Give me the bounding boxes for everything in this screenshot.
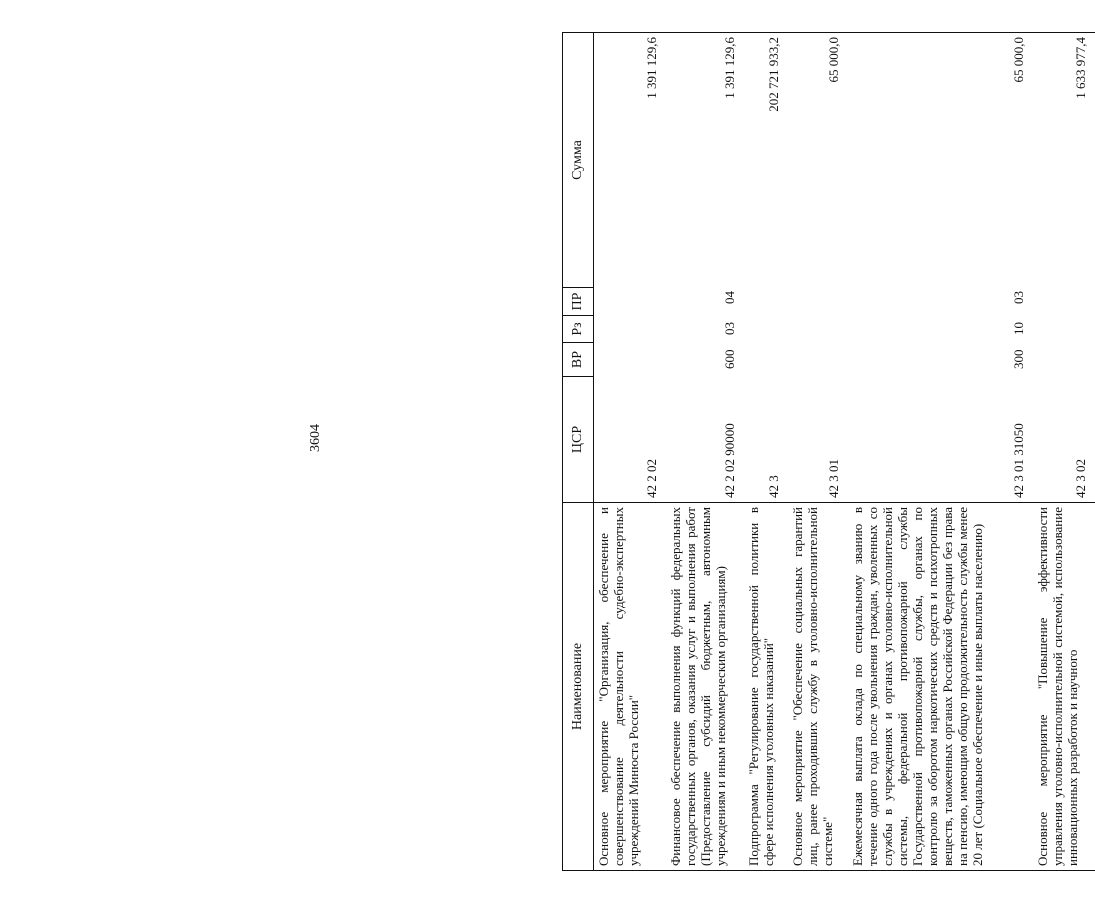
- row-csr: 42 2 02 90000: [722, 423, 737, 498]
- row-sum: 1 633 977,4: [1073, 37, 1088, 99]
- table-row: [594, 33, 667, 871]
- row-name: Финансовое обеспечение выполнения функций федеральных государственных органов, оказания услуг и выполнения работ (Предоставление субсидий бюджетным, автономным учреждениям и иным некоммерческим организациям): [668, 507, 728, 866]
- row-csr: 42 3 01 31050: [1011, 423, 1026, 498]
- row-name: Основное мероприятие "Повышение эффективности управления уголовно-исполнительной системой, использование инновационных разработок и научного: [1035, 507, 1080, 866]
- header-csr: ЦСР: [563, 377, 594, 503]
- table-row: [788, 33, 848, 871]
- row-data-cell: [788, 33, 848, 503]
- row-pr: 03: [1011, 291, 1026, 304]
- row-rz: 10: [1011, 322, 1026, 335]
- header-rz: Рз: [563, 316, 594, 343]
- page-number: 3604: [308, 424, 323, 452]
- row-sum: 1 391 129,6: [722, 37, 737, 99]
- row-csr: 42 3 02: [1073, 459, 1088, 498]
- row-csr: 42 3 01: [826, 459, 841, 498]
- row-rz: 03: [722, 322, 737, 335]
- row-name-cell: [788, 503, 848, 871]
- row-data-cell: [848, 33, 1033, 503]
- row-name: Ежемесячная выплата оклада по специальному званию в течение одного года после увольнения граждан, уволенных со службы в учреждениях и органах уголовно-исполнительной системы, федеральной противопожарной службы Государственной противопожарной службы, органах по контролю за оборотом наркотических средств и психотропных веществ, таможенных органах Российской Федерации без права на пенсию, имеющим общую продолжительность службы менее 20 лет (Социальное обеспечение и иные выплаты населению): [850, 507, 985, 866]
- row-sum: 65 000,0: [826, 37, 841, 83]
- table-row: [848, 33, 1033, 871]
- budget-table-rotated: [562, 33, 1088, 871]
- row-sum: 1 391 129,6: [644, 37, 659, 99]
- table-row: [744, 33, 788, 871]
- row-name-cell: [594, 503, 667, 871]
- row-name-cell: [1033, 503, 1095, 871]
- row-data-cell: [666, 33, 744, 503]
- row-name-cell: [848, 503, 1033, 871]
- header-sum: Сумма: [563, 33, 594, 288]
- row-data-cell: [744, 33, 788, 503]
- row-sum: 65 000,0: [1011, 37, 1026, 83]
- header-pr: ПР: [563, 288, 594, 316]
- row-vr: 300: [1011, 349, 1026, 369]
- row-sum: 202 721 933,2: [766, 37, 781, 112]
- header-vr: ВР: [563, 343, 594, 377]
- header-name: Наименование: [563, 503, 594, 871]
- table-header-row: [563, 33, 594, 871]
- row-data-cell: [1033, 33, 1095, 503]
- row-name: Основное мероприятие "Обеспечение социальных гарантий лиц, ранее проходивших службу в уголовно-исполнительной системе": [790, 507, 835, 866]
- table-row: [1033, 33, 1095, 871]
- row-pr: 04: [722, 291, 737, 304]
- row-name-cell: [666, 503, 744, 871]
- row-csr: 42 2 02: [644, 459, 659, 498]
- row-vr: 600: [722, 349, 737, 369]
- row-name: Подпрограмма "Регулирование государственной политики в сфере исполнения уголовных наказаний": [746, 507, 776, 866]
- row-name-cell: [744, 503, 788, 871]
- row-csr: 42 3: [766, 475, 781, 498]
- budget-table: [562, 32, 1095, 871]
- row-data-cell: [594, 33, 667, 503]
- table-row: [666, 33, 744, 871]
- row-name: Основное мероприятие "Организация, обеспечение и совершенствование деятельности судебно-экспертных учреждений Минюста России": [596, 507, 641, 866]
